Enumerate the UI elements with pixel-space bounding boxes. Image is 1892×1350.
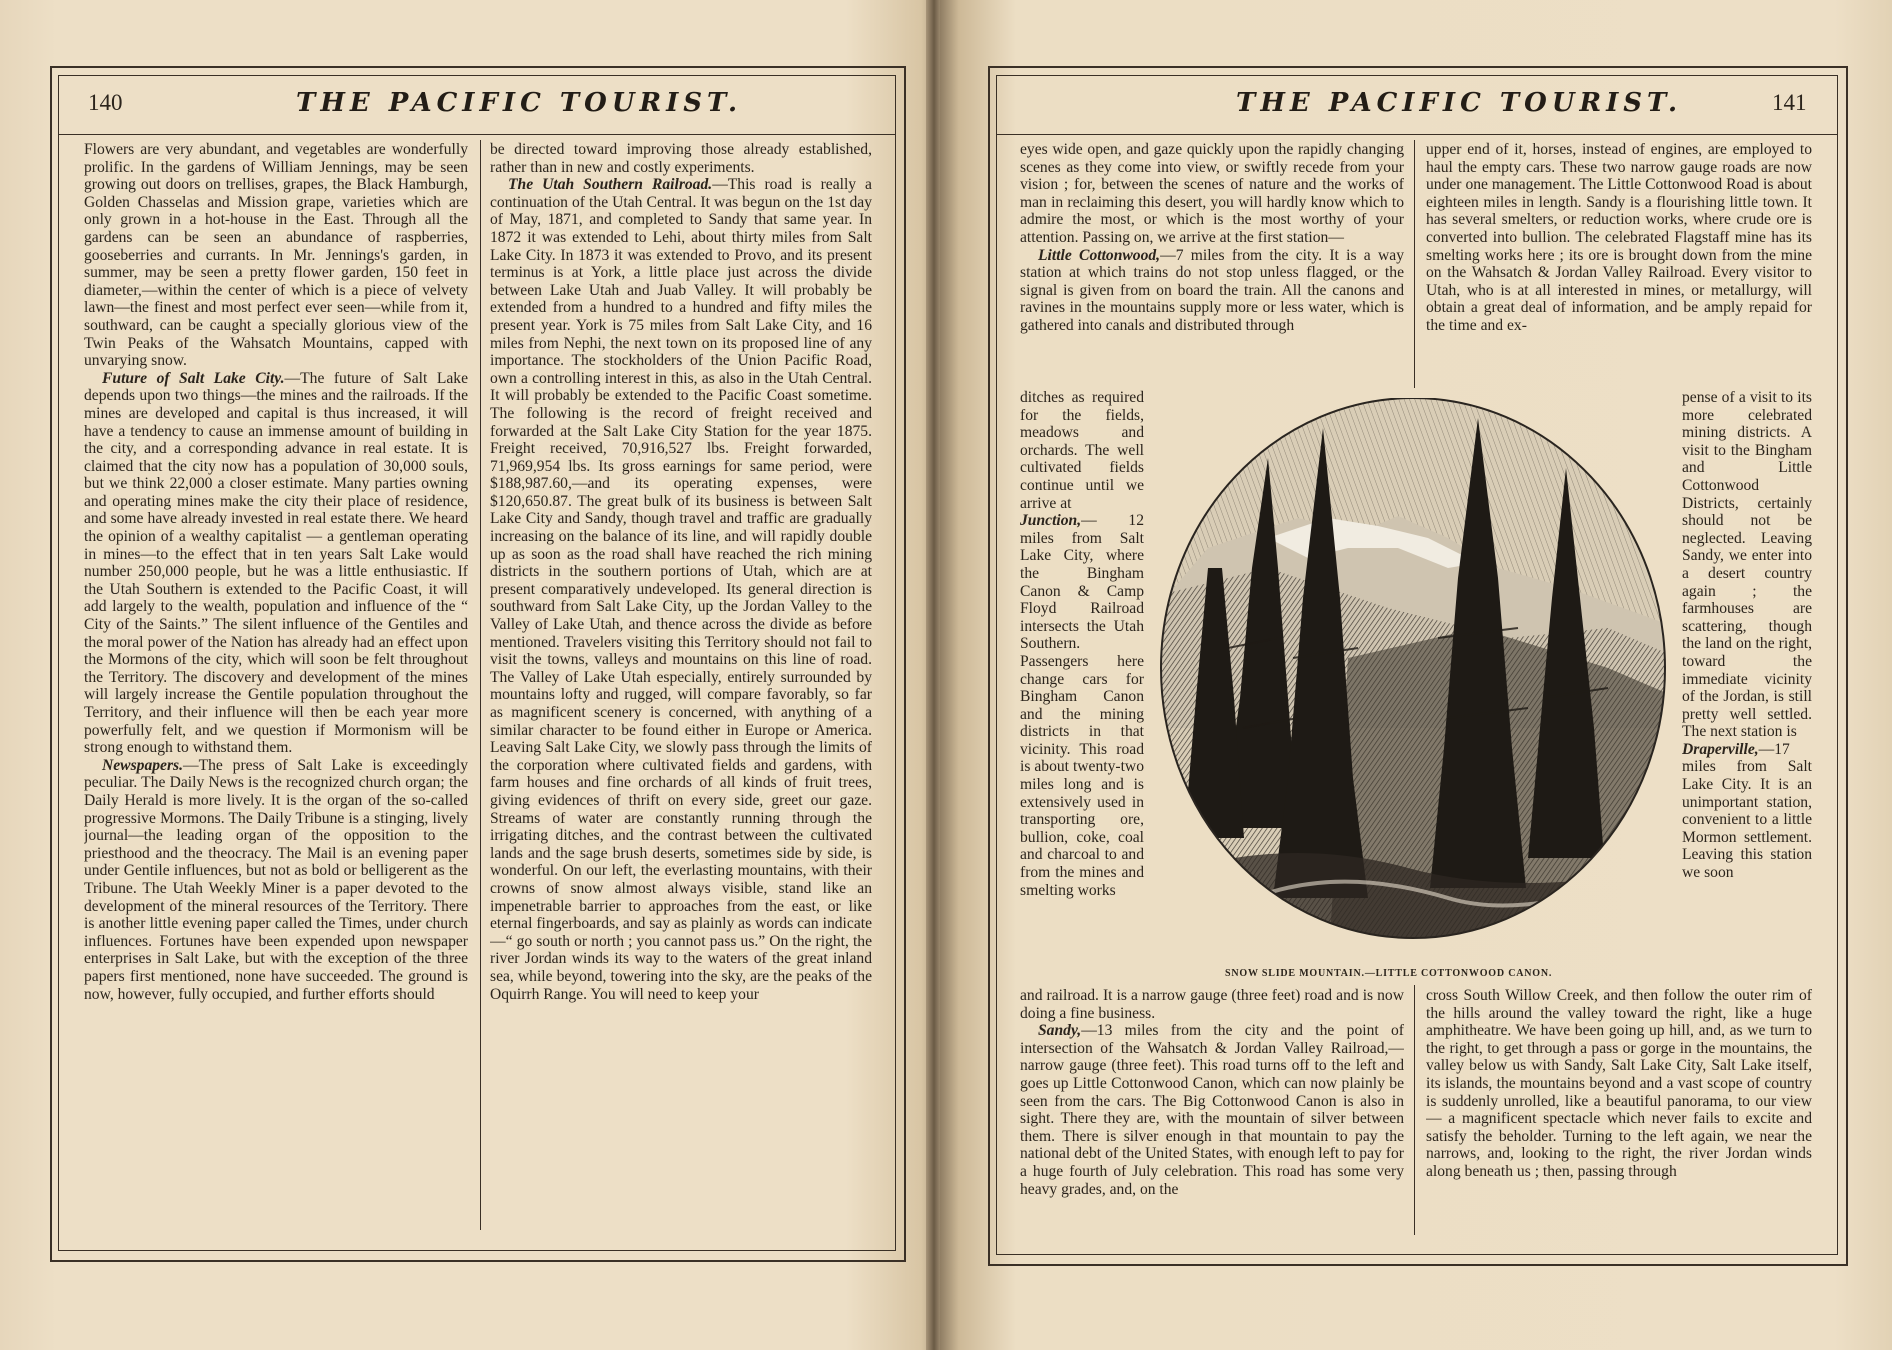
paragraph [84, 370, 468, 757]
text-column-1-bottom [1020, 987, 1404, 1235]
paragraph-text: be directed toward improving those already established, rather than in new and costly experiments. [490, 141, 872, 176]
paragraph [1020, 247, 1404, 335]
text-column-2-bottom [1426, 987, 1812, 1235]
paragraph [1020, 1022, 1404, 1198]
page-number: 141 [1772, 90, 1807, 115]
paragraph-text: eyes wide open, and gaze quickly upon the rapidly changing scenes as they come into view, or swiftly recede from your vision ; for, between the scenes of nature and the works of man in reclaiming this desert, you will hardly know which to admire the most, or which is the most worthy of your attention. Passing on, we arrive at the first station— [1020, 141, 1404, 246]
paragraph [1682, 389, 1812, 741]
paragraph-text: —7 miles from the city. It is a way station at which trains do not stop unless flagged, or the signal is given from on board the train. All the canons and ravines in the mountains supply more or less water, which is gathered into canals and distributed through [1020, 246, 1404, 334]
paragraph [1020, 389, 1144, 512]
column-rule [480, 140, 481, 1230]
section-heading: Future of Salt Lake City. [102, 369, 285, 387]
section-heading: Sandy, [1038, 1022, 1082, 1040]
running-head: THE PACIFIC TOURIST. [1236, 88, 1683, 118]
paragraph [1682, 741, 1812, 882]
paragraph [1020, 987, 1404, 1022]
paragraph-text: cross South Willow Creek, and then follow the outer rim of the hills around the valley toward the right, like a huge amphitheatre. We have been going up hill, and, as we turn to the right, to get through a pass or gorge in the mountains, the valley below us with Sandy, Salt Lake City, Salt Lake itself, its islands, the mountains beyond and a vast scope of country is suddenly unrolled, like a beautiful panorama, to our view — a magnificent spectacle which never fails to excite and satisfy the beholder. Turning to the left again, we near the narrows, and, looking to the right, the river Jordan winds along beneath us ; then, passing through [1426, 987, 1812, 1180]
paragraph-text: —This road is really a continuation of the Utah Central. It was begun on the 1st day of May, 1871, and completed to Sandy that same year. In 1872 it was extended to Lehi, about thirty miles from Salt Lake City. In 1873 it was extended to Provo, and its present terminus is at York, a little place just across the divide between Lake Utah and Juab Valley. It will probably be extended from a hundred to a hundred and fifty miles the present year. York is 75 miles from Salt Lake City, and 16 miles from Nephi, the next town on its proposed line of any importance. The stockholders of the Union Pacific Road, own a controlling interest in this, as also in the Utah Central. It will probably be extended to the Pacific Coast sometime. The following is the record of freight received and forwarded at the Salt Lake City Station for the year 1875. Freight received, 70,916,527 lbs. Freight forwarded, 71,969,954 lbs. Its gross earnings for same period, were $188,987.60,—and its operating expenses, were $120,650.87. The great bulk of its business is between Salt Lake City and Sandy, though travel and traffic are gradually increasing on the balance of its line, and will rapidly double up as soon as the road shall have reached the rich mining districts in the southern portions of Utah, which are at present comparatively undeveloped. Its general direction is southward from Salt Lake City, up the Jordan Valley to the Valley of Lake Utah, and thence across the divide as before mentioned. Travelers visiting this Territory should not fail to visit the towns, valleys and mountains on this line of road. The Valley of Lake Utah especially, entirely surrounded by mountains lofty and rugged, will compare favorably, so far as magnificent scenery is concerned, with anything of a similar character to be found either in Europe or America. Leaving Salt Lake City, we slowly pass through the limits of the corporation where cultivated fields and gardens, with farm houses and fine orchards of all kinds of fruit trees, giving evidences of thrift on every side, greet our gaze. Streams of water are constantly running through the irrigating ditches, and the contrast between the cultivated lands and the sage brush deserts, sometimes side by side, is wonderful. On our left, the everlasting mountains, with their crowns of snow almost always visible, stand like an impenetrable barrier to approaches from the east, or like eternal fingerboards, and say as plainly as words can indicate —“ go south or north ; you cannot pass us.” On the right, the river Jordan winds its way to the waters of the great inland sea, while beyond, towering into the sky, are the peaks of the Oquirrh Range. You will need to keep your [490, 176, 872, 1003]
paragraph-text: —The future of Salt Lake depends upon two things—the mines and the railroads. If the mines are developed and capital is thus increased, it will have a tendency to cause an immense amount of building in the city, and a corresponding advance in real estate. It is claimed that the city now has a population of 30,000 souls, but we think 22,000 a closer estimate. Many parties owning and operating mines make the city their place of residence, and some have already invested in real estate there. We heard the opinion of a wealthy capitalist — a gentleman operating in mines—to the effect that in ten years Salt Lake would number 250,000 people, but he was a little enthusiastic. If the Utah Southern is extended to the Pacific Coast, it will add largely to the wealth, population and influence of the “ City of the Saints.” The silent influence of the Gentiles and the moral power of the Nation has already had an effect upon the Mormons of the city, which will soon be felt throughout the Territory. The discovery and development of the mines will largely increase the Gentile population throughout the Territory, and their influence will then be each year more powerfully felt, and we question if Mormonism will be strong enough to withstand them. [84, 369, 468, 757]
paragraph-text: and railroad. It is a narrow gauge (three feet) road and is now doing a fine business. [1020, 987, 1404, 1022]
paragraph [490, 141, 872, 176]
header-rule [58, 134, 896, 135]
header-rule [996, 134, 1838, 135]
text-column-2 [490, 141, 872, 1231]
section-heading: Draperville, [1682, 740, 1759, 758]
paragraph [1020, 512, 1144, 899]
paragraph [1426, 141, 1812, 335]
section-heading: Little Cottonwood, [1038, 246, 1161, 264]
column-rule-bottom [1414, 985, 1415, 1235]
paragraph [84, 757, 468, 1003]
section-heading: Junction, [1020, 512, 1082, 530]
text-column-2-top [1426, 141, 1812, 389]
text-column-1-top [1020, 141, 1404, 389]
paragraph-text: — 12 miles from Salt Lake City, where the Bingham Canon & Camp Floyd Railroad intersects the Utah Southern. Passengers here change cars for Bingham Canon and the mining districts in that vicinity. This road is about twenty-two miles long and is extensively used in transporting ore, bullion, coke, coal and charcoal to and from the mines and smelting works [1020, 512, 1144, 899]
paragraph-text: upper end of it, horses, instead of engines, are employed to haul the empty cars. These two narrow gauge roads are now under one management. The Little Cottonwood Road is about eighteen miles in length. Sandy is a flourishing little town. It has several smelters, or reduction works, where crude ore is converted into bullion. The celebrated Flagstaff mine has its smelting works here ; its ore is brought down from the mine on the Wahsatch & Jordan Valley Railroad. Every visitor to Utah, who is at all interested in mines, or metallurgy, will obtain a great deal of information, and be amply repaid for the time and ex- [1426, 141, 1812, 334]
section-heading: The Utah Southern Railroad. [508, 176, 713, 194]
running-head: THE PACIFIC TOURIST. [296, 88, 743, 118]
paragraph-text: pense of a visit to its more celebrated mining districts. A visit to the Bingham and Little Cottonwood Districts, certainly should not be neglected. Leaving Sandy, we enter into a desert country again ; the farmhouses are scattering, though the land on the right, toward the immediate vicinity of the Jordan, is still pretty well settled. The next station is [1682, 389, 1812, 741]
paragraph-text: ditches as required for the fields, meadows and orchards. The well cultivated fields continue until we arrive at [1020, 389, 1144, 512]
engraving-caption: SNOW SLIDE MOUNTAIN.—LITTLE COTTONWOOD CANON. [1225, 968, 1553, 979]
paragraph [490, 176, 872, 1003]
paragraph-text: —13 miles from the city and the point of intersection of the Wahsatch & Jordan Valley Railroad,—narrow gauge (three feet). This road turns off to the left and goes up Little Cottonwood Canon, which can now plainly be seen from the cars. The Big Cottonwood Canon is also in sight. There they are, with the mountain of silver between them. There is silver enough in that mountain to pay the national debt of the United States, with enough left to pay for a huge fourth of July celebration. This road has some very heavy grades, and, on the [1020, 1022, 1404, 1198]
text-wrap-right [1682, 389, 1812, 987]
paragraph [1020, 141, 1404, 247]
section-heading: Newspapers. [102, 756, 183, 774]
paragraph [1426, 987, 1812, 1181]
text-column-1 [84, 141, 468, 1231]
paragraph-text: —17 miles from Salt Lake City. It is an unimportant station, convenient to a little Mormon settlement. Leaving this station we soon [1682, 740, 1812, 882]
paragraph-text: —The press of Salt Lake is exceedingly peculiar. The Daily News is the recognized church organ; the Daily Herald is more lively. It is the organ of the so-called progressive Mormons. The Daily Tribune is a stinging, lively journal—the leading organ of the opposition to the priesthood and the theocracy. The Mail is an evening paper under Gentile influences, but not as bold or belligerent as the Tribune. The Utah Weekly Miner is a paper devoted to the development of the mineral resources of the Territory. There is another little evening paper called the Times, under church influences. Fortunes have been expended upon newspaper enterprises in Salt Lake, but with the exception of the three papers first mentioned, none have succeeded. The ground is now, however, fully occupied, and further efforts should [84, 756, 468, 1003]
snow-slide-mountain-engraving [1148, 398, 1678, 968]
text-wrap-left [1020, 389, 1144, 987]
right-page [940, 0, 1892, 1350]
paragraph-text: Flowers are very abundant, and vegetables are wonderfully prolific. In the gardens of William Jennings, may be seen growing out doors on trellises, grapes, the Black Hamburgh, Golden Chasselas and Mission grape, varieties which are only grown in a hot-house in the East. Through all the gardens can be seen an abundance of raspberries, gooseberries and currants. In Mr. Jennings's garden, in summer, may be seen a pretty flower garden, 150 feet in diameter,—within the center of which is a piece of velvety lawn—the finest and most perfect ever seen—while from it, southward, can be caught a specially glorious view of the Twin Peaks of the Wahsatch Mountains, capped with unvarying snow. [84, 141, 468, 370]
page-number: 140 [88, 90, 123, 115]
paragraph [84, 141, 468, 370]
left-page [0, 0, 940, 1350]
column-rule-top [1414, 140, 1415, 388]
